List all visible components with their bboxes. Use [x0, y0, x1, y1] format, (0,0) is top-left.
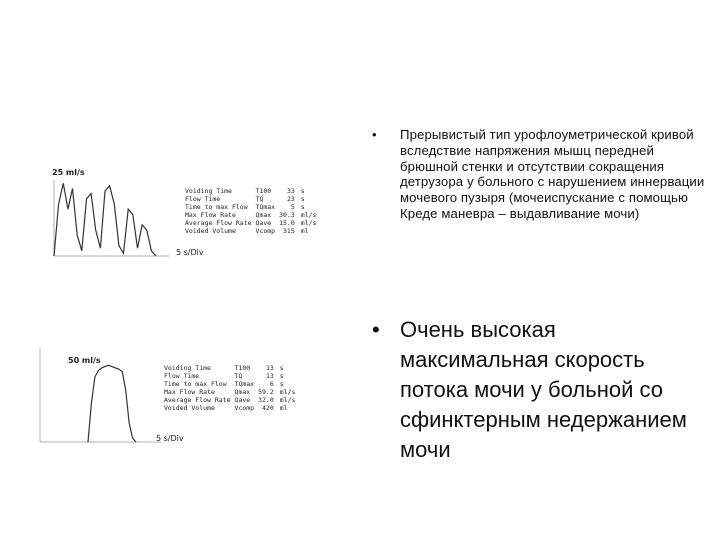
- stat-label: Average Flow Rate: [185, 219, 252, 227]
- stat-value: 13: [265, 364, 274, 372]
- stat-value: 315: [283, 227, 295, 235]
- stat-label: Flow Time: [185, 195, 221, 203]
- bullet-text: Очень высокая максимальная скорость потока мочи у больной со сфинктерным недержанием мочи: [400, 317, 687, 462]
- stats-row: [185, 211, 320, 219]
- stat-unit: ml/s: [300, 219, 317, 227]
- stat-value: 420: [262, 404, 274, 412]
- uroflow-figure-intermittent: [44, 160, 354, 265]
- flow-curve: [54, 183, 156, 256]
- stat-label: Max Flow Rate: [164, 388, 215, 396]
- stat-symbol: Qmax: [255, 211, 272, 219]
- uroflow-curve-plot: [36, 344, 166, 446]
- stat-unit: s: [300, 187, 305, 195]
- stat-symbol: T100: [234, 364, 251, 372]
- stat-label: Max Flow Rate: [185, 211, 236, 219]
- stats-row: [185, 219, 320, 227]
- stats-row: [185, 187, 320, 195]
- bullet-text: Прерывистый тип урофлоуметрической кривой вследствие напряжения мышц передней брюшной стенки и отсутствии сокращения детрузора у больного с нарушением иннервации мочевого пузыря (мочеиспускание с помощью Креде маневра – выдавливание мочи): [400, 127, 705, 221]
- stats-row: [164, 380, 299, 388]
- uroflow-curve-plot: [44, 160, 174, 260]
- flow-curve: [88, 365, 136, 442]
- stat-unit: ml/s: [279, 396, 296, 404]
- stats-row: [185, 195, 320, 203]
- stat-value: 30.3: [279, 211, 295, 219]
- stat-symbol: Qmax: [234, 388, 251, 396]
- stat-label: Voiding Time: [164, 364, 211, 372]
- stat-value: 59.2: [258, 388, 274, 396]
- uroflow-stats-table: [185, 187, 320, 235]
- stat-symbol: Qave: [234, 396, 251, 404]
- stat-unit: s: [300, 195, 305, 203]
- stats-row: [164, 388, 299, 396]
- stat-symbol: TQ: [255, 195, 264, 203]
- stat-symbol: T100: [255, 187, 272, 195]
- stat-value: 23: [286, 195, 295, 203]
- stat-unit: ml: [279, 404, 288, 412]
- stats-row: [164, 364, 299, 372]
- stat-symbol: TQmax: [234, 380, 255, 388]
- stat-unit: s: [279, 372, 284, 380]
- stat-unit: ml: [300, 227, 309, 235]
- stat-value: 6: [269, 380, 274, 388]
- bullet-marker: •: [372, 317, 380, 342]
- stat-label: Voided Volume: [185, 227, 236, 235]
- stat-label: Time to max Flow: [185, 203, 248, 211]
- stat-symbol: Vcomp: [234, 404, 255, 412]
- stat-symbol: TQmax: [255, 203, 276, 211]
- bullet-marker: •: [372, 127, 377, 142]
- stat-value: 13: [265, 372, 274, 380]
- stat-symbol: TQ: [234, 372, 243, 380]
- stat-symbol: Qave: [255, 219, 272, 227]
- stat-value: 32.0: [258, 396, 274, 404]
- stat-unit: s: [279, 380, 284, 388]
- stats-row: [164, 404, 299, 412]
- stats-row: [164, 396, 299, 404]
- stat-label: Flow Time: [164, 372, 200, 380]
- stat-value: 15.0: [279, 219, 295, 227]
- stat-label: Average Flow Rate: [164, 396, 231, 404]
- flow-scale-label: 50 ml/s: [68, 356, 101, 365]
- stat-label: Time to max Flow: [164, 380, 227, 388]
- stat-unit: s: [300, 203, 305, 211]
- stat-unit: ml/s: [279, 388, 296, 396]
- uroflow-stats-table: [164, 364, 299, 412]
- time-division-label: 5 s/Div: [156, 434, 184, 443]
- stat-value: 33: [286, 187, 295, 195]
- uroflow-figure-high-flow: [36, 344, 356, 449]
- stats-row: [185, 227, 320, 235]
- bullet-high-flow: [372, 315, 707, 465]
- stat-unit: ml/s: [300, 211, 317, 219]
- stat-value: 5: [290, 203, 295, 211]
- stat-unit: s: [279, 364, 284, 372]
- stats-row: [164, 372, 299, 380]
- time-division-label: 5 s/Div: [176, 248, 204, 257]
- stat-symbol: Vcomp: [255, 227, 276, 235]
- flow-scale-label: 25 ml/s: [52, 168, 85, 177]
- stat-label: Voided Volume: [164, 404, 215, 412]
- stats-row: [185, 203, 320, 211]
- bullet-intermittent-curve: [372, 127, 707, 222]
- stat-label: Voiding Time: [185, 187, 232, 195]
